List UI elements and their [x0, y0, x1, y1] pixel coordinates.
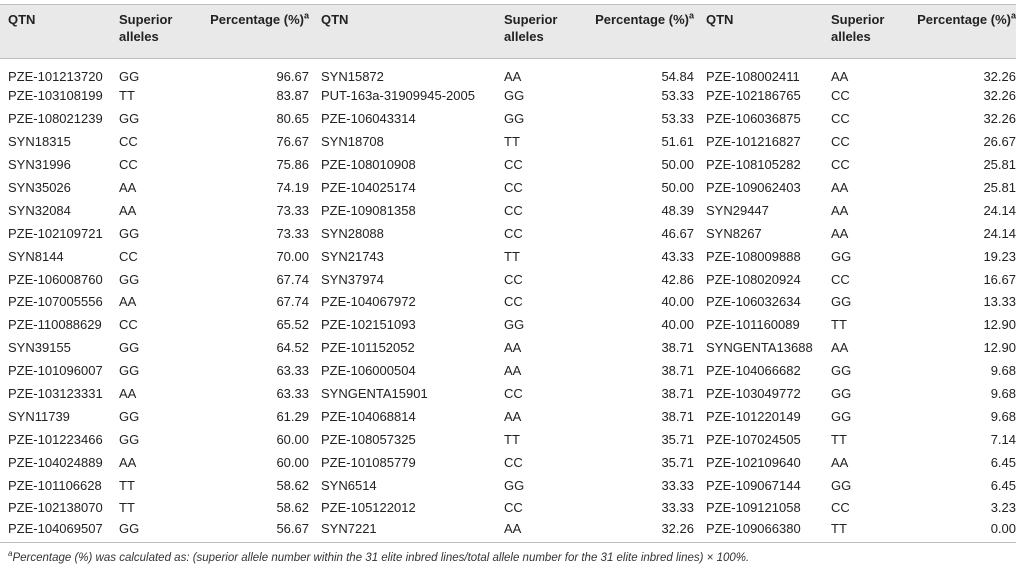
percentage-cell: 73.33	[276, 225, 309, 241]
column-spacer	[309, 108, 321, 131]
qtn-cell: PZE-109067144	[706, 477, 801, 493]
qtn-cell: PZE-101220149	[706, 408, 801, 424]
qtn-cell: PZE-106043314	[321, 111, 416, 127]
qtn-cell: PZE-109066380	[706, 520, 831, 543]
percentage-cell: 46.67	[661, 225, 694, 241]
qtn-cell: PZE-109081358	[321, 202, 416, 218]
percentage-cell: 54.84	[661, 69, 694, 84]
qtn-cell: PZE-101096007	[8, 363, 103, 379]
percentage-cell: 58.62	[276, 477, 309, 493]
qtn-cell: PZE-108009888	[706, 248, 801, 264]
column-spacer	[309, 131, 321, 154]
column-spacer	[309, 520, 321, 543]
table-body	[0, 59, 1016, 543]
percentage-cell: 13.33	[983, 294, 1016, 310]
allele-cell: AA	[504, 363, 522, 379]
allele-cell: GG	[119, 69, 140, 84]
column-spacer	[694, 245, 706, 268]
column-spacer	[694, 177, 706, 200]
allele-cell: GG	[831, 477, 852, 493]
percentage-cell: 32.26	[983, 111, 1016, 127]
qtn-cell: PZE-108020924	[706, 271, 801, 287]
allele-cell: GG	[504, 317, 525, 333]
qtn-cell: PZE-106036875	[706, 111, 801, 127]
qtn-cell: PZE-101213720	[8, 69, 103, 84]
percentage-cell: 40.00	[661, 317, 694, 333]
column-spacer	[309, 291, 321, 314]
column-spacer	[694, 337, 706, 360]
percentage-cell: 7.14	[990, 431, 1016, 447]
allele-cell: GG	[504, 111, 525, 127]
qtn-cell: PZE-108002411	[706, 69, 800, 84]
header-spacer	[694, 5, 706, 59]
table-row	[0, 360, 1016, 383]
qtn-cell: PZE-102138070	[8, 500, 103, 516]
allele-cell: CC	[504, 157, 523, 173]
footnote-text: Percentage (%) was calculated as: (superior allele number within the 31 elite inbred lines/total allele number for the 31 elite inbred lines) × 100%.	[12, 552, 750, 564]
qtn-cell: PZE-108057325	[321, 431, 416, 447]
percentage-cell: 50.00	[661, 157, 694, 173]
percentage-cell: 9.68	[990, 408, 1016, 424]
allele-cell: CC	[119, 248, 138, 264]
qtn-cell: PZE-101152052	[321, 340, 415, 356]
percentage-cell: 80.65	[276, 111, 309, 127]
allele-cell: AA	[504, 520, 577, 543]
qtn-cell: PZE-101223466	[8, 431, 103, 447]
column-spacer	[309, 245, 321, 268]
column-spacer	[694, 108, 706, 131]
allele-cell: TT	[831, 317, 847, 333]
qtn-cell: SYN28088	[321, 225, 384, 241]
qtn-cell: SYN29447	[706, 202, 769, 218]
qtn-cell: SYN37974	[321, 271, 384, 287]
column-spacer	[309, 474, 321, 497]
allele-cell: CC	[504, 202, 523, 218]
allele-cell: GG	[504, 88, 525, 104]
qtn-table	[0, 4, 1016, 543]
percentage-cell: 33.33	[661, 500, 694, 516]
header-superior-alleles: Superior alleles	[831, 5, 904, 59]
column-spacer	[309, 154, 321, 177]
percentage-cell: 38.71	[661, 340, 694, 356]
allele-cell: GG	[119, 271, 140, 287]
qtn-cell: PZE-102109721	[8, 225, 103, 241]
percentage-cell: 40.00	[661, 294, 694, 310]
qtn-cell: SYNGENTA13688	[706, 340, 813, 356]
qtn-cell: PZE-108021239	[8, 111, 103, 127]
table-row	[0, 85, 1016, 108]
percentage-cell: 60.00	[276, 431, 309, 447]
allele-cell: TT	[119, 500, 135, 516]
percentage-cell: 96.67	[276, 69, 309, 84]
qtn-cell: PZE-101085779	[321, 454, 416, 470]
percentage-cell: 53.33	[661, 111, 694, 127]
allele-cell: CC	[504, 454, 523, 470]
column-spacer	[694, 154, 706, 177]
qtn-cell: SYN8267	[706, 225, 762, 241]
allele-cell: CC	[831, 157, 850, 173]
qtn-cell: PZE-107024505	[706, 431, 801, 447]
qtn-cell: SYN6514	[321, 477, 377, 493]
qtn-cell: PZE-107005556	[8, 294, 103, 310]
column-spacer	[309, 497, 321, 520]
percentage-cell: 38.71	[661, 386, 694, 402]
qtn-cell: PZE-102109640	[706, 454, 801, 470]
percentage-cell: 0.00	[904, 520, 1016, 543]
column-spacer	[694, 222, 706, 245]
allele-cell: GG	[119, 225, 140, 241]
allele-cell: AA	[831, 340, 849, 356]
allele-cell: AA	[504, 408, 522, 424]
column-spacer	[309, 177, 321, 200]
column-spacer	[694, 474, 706, 497]
column-spacer	[694, 497, 706, 520]
qtn-cell: SYNGENTA15901	[321, 386, 428, 402]
percentage-cell: 12.90	[983, 317, 1016, 333]
percentage-cell: 50.00	[661, 180, 694, 195]
percentage-cell: 48.39	[661, 202, 694, 218]
qtn-cell: PZE-104067972	[321, 294, 416, 310]
table-row	[0, 497, 1016, 520]
percentage-cell: 9.68	[990, 386, 1016, 402]
qtn-cell: PZE-105122012	[321, 500, 416, 516]
qtn-cell: PZE-109121058	[706, 500, 801, 516]
allele-cell: TT	[504, 248, 520, 264]
column-spacer	[694, 428, 706, 451]
allele-cell: CC	[504, 294, 523, 310]
column-spacer	[309, 59, 321, 86]
percentage-cell: 12.90	[983, 340, 1016, 356]
column-spacer	[694, 314, 706, 337]
header-percentage: Percentage (%)$^a$	[904, 5, 1016, 59]
qtn-cell: PZE-103108199	[8, 88, 103, 104]
qtn-cell: PZE-104025174	[321, 180, 416, 195]
qtn-cell: PZE-106008760	[8, 271, 103, 287]
qtn-cell: PZE-104069507	[0, 520, 119, 543]
qtn-cell: PZE-103049772	[706, 386, 801, 402]
percentage-cell: 6.45	[990, 477, 1016, 493]
qtn-cell: PZE-102186765	[706, 88, 801, 104]
column-spacer	[309, 222, 321, 245]
allele-cell: CC	[831, 134, 850, 150]
allele-cell: TT	[831, 520, 904, 543]
column-spacer	[694, 59, 706, 86]
percentage-cell: 9.68	[990, 363, 1016, 379]
percentage-cell: 63.33	[276, 363, 309, 379]
qtn-cell: PZE-109062403	[706, 180, 801, 195]
column-spacer	[694, 268, 706, 291]
percentage-cell: 35.71	[661, 431, 694, 447]
allele-cell: TT	[119, 88, 135, 104]
allele-cell: CC	[504, 500, 523, 516]
table-row	[0, 268, 1016, 291]
table-row	[0, 291, 1016, 314]
column-spacer	[309, 199, 321, 222]
qtn-cell: SYN21743	[321, 248, 384, 264]
allele-cell: CC	[831, 271, 850, 287]
percentage-cell: 38.71	[661, 363, 694, 379]
table-row	[0, 108, 1016, 131]
percentage-cell: 76.67	[276, 134, 309, 150]
qtn-cell: PZE-108105282	[706, 157, 801, 173]
percentage-cell: 73.33	[276, 202, 309, 218]
table-row	[0, 245, 1016, 268]
allele-cell: GG	[119, 111, 140, 127]
qtn-cell: SYN15872	[321, 69, 384, 84]
qtn-cell: SYN8144	[8, 248, 64, 264]
percentage-cell: 3.23	[990, 500, 1016, 516]
column-spacer	[694, 199, 706, 222]
table-row	[0, 222, 1016, 245]
allele-cell: GG	[831, 386, 852, 402]
allele-cell: AA	[119, 386, 137, 402]
qtn-cell: PZE-106000504	[321, 363, 416, 379]
percentage-cell: 25.81	[983, 157, 1016, 173]
column-spacer	[309, 268, 321, 291]
qtn-cell: PZE-110088629	[8, 317, 102, 333]
allele-cell: AA	[119, 294, 137, 310]
percentage-cell: 32.26	[983, 69, 1016, 84]
qtn-cell: PUT-163a-31909945-2005	[321, 88, 475, 104]
percentage-cell: 83.87	[276, 88, 309, 104]
percentage-cell: 6.45	[990, 454, 1016, 470]
allele-cell: CC	[504, 386, 523, 402]
allele-cell: GG	[831, 363, 852, 379]
allele-cell: CC	[831, 88, 850, 104]
qtn-cell: PZE-104066682	[706, 363, 801, 379]
allele-cell: GG	[119, 408, 140, 424]
allele-cell: GG	[831, 248, 852, 264]
allele-cell: TT	[119, 477, 135, 493]
header-qtn: QTN	[706, 5, 831, 59]
column-spacer	[694, 291, 706, 314]
column-spacer	[309, 405, 321, 428]
percentage-cell: 65.52	[276, 317, 309, 333]
table-row	[0, 131, 1016, 154]
column-spacer	[309, 383, 321, 406]
percentage-cell: 67.74	[276, 271, 309, 287]
header-percentage: Percentage (%)$^a$	[192, 5, 309, 59]
allele-cell: GG	[119, 363, 140, 379]
allele-cell: AA	[831, 69, 849, 84]
percentage-cell: 33.33	[661, 477, 694, 493]
allele-cell: GG	[831, 294, 852, 310]
allele-cell: TT	[504, 134, 520, 150]
footnote-marker: a	[8, 549, 13, 559]
header-spacer	[309, 5, 321, 59]
percentage-cell: 43.33	[661, 248, 694, 264]
table-row	[0, 405, 1016, 428]
percentage-cell: 32.26	[983, 88, 1016, 104]
percentage-cell: 16.67	[983, 271, 1016, 287]
table-row	[0, 451, 1016, 474]
table-row	[0, 474, 1016, 497]
qtn-cell: PZE-104024889	[8, 454, 103, 470]
table-row	[0, 337, 1016, 360]
percentage-cell: 19.23	[983, 248, 1016, 264]
percentage-cell: 60.00	[276, 454, 309, 470]
qtn-cell: PZE-104068814	[321, 408, 416, 424]
allele-cell: GG	[119, 520, 192, 543]
percentage-cell: 25.81	[983, 180, 1016, 195]
column-spacer	[694, 85, 706, 108]
qtn-cell: PZE-102151093	[321, 317, 416, 333]
percentage-cell: 70.00	[276, 248, 309, 264]
table-row	[0, 314, 1016, 337]
allele-cell: GG	[119, 340, 140, 356]
qtn-cell: PZE-103123331	[8, 386, 103, 402]
percentage-cell: 51.61	[661, 134, 694, 150]
allele-cell: CC	[119, 134, 138, 150]
allele-cell: AA	[831, 202, 849, 218]
table-row	[0, 428, 1016, 451]
column-spacer	[694, 131, 706, 154]
allele-cell: AA	[504, 69, 522, 84]
percentage-cell: 24.14	[983, 225, 1016, 241]
allele-cell: GG	[831, 408, 852, 424]
table-row	[0, 154, 1016, 177]
qtn-cell: SYN35026	[8, 180, 71, 195]
qtn-cell: PZE-101216827	[706, 134, 801, 150]
header-superior-alleles: Superior alleles	[119, 5, 192, 59]
table-row	[0, 383, 1016, 406]
allele-cell: AA	[831, 225, 849, 241]
table-row	[0, 199, 1016, 222]
qtn-cell: SYN11739	[8, 408, 70, 424]
header-qtn: QTN	[321, 5, 504, 59]
allele-cell: AA	[119, 180, 137, 195]
percentage-cell: 75.86	[276, 157, 309, 173]
qtn-cell: SYN7221	[321, 520, 504, 543]
allele-cell: CC	[831, 500, 850, 516]
allele-cell: TT	[831, 431, 847, 447]
column-spacer	[694, 451, 706, 474]
column-spacer	[309, 451, 321, 474]
allele-cell: AA	[831, 454, 849, 470]
allele-cell: AA	[119, 202, 137, 218]
column-spacer	[309, 85, 321, 108]
table-row	[0, 177, 1016, 200]
column-spacer	[694, 360, 706, 383]
allele-cell: CC	[119, 317, 138, 333]
column-spacer	[309, 337, 321, 360]
allele-cell: AA	[504, 340, 522, 356]
qtn-cell: SYN32084	[8, 202, 71, 218]
footnote	[8, 549, 750, 564]
allele-cell: CC	[119, 157, 138, 173]
percentage-cell: 63.33	[276, 386, 309, 402]
percentage-cell: 38.71	[661, 408, 694, 424]
header-percentage: Percentage (%)$^a$	[577, 5, 694, 59]
percentage-cell: 64.52	[276, 340, 309, 356]
qtn-cell: PZE-101106628	[8, 477, 102, 493]
allele-cell: GG	[119, 431, 140, 447]
percentage-cell: 42.86	[661, 271, 694, 287]
percentage-cell: 24.14	[983, 202, 1016, 218]
column-spacer	[309, 360, 321, 383]
percentage-cell: 67.74	[276, 294, 309, 310]
percentage-cell: 32.26	[577, 520, 694, 543]
column-spacer	[309, 428, 321, 451]
table-row	[0, 59, 1016, 86]
header-qtn: QTN	[0, 5, 119, 59]
column-spacer	[694, 383, 706, 406]
qtn-cell: SYN31996	[8, 157, 71, 173]
allele-cell: TT	[504, 431, 520, 447]
header-superior-alleles: Superior alleles	[504, 5, 577, 59]
qtn-cell: SYN18708	[321, 134, 384, 150]
allele-cell: GG	[504, 477, 525, 493]
percentage-cell: 58.62	[276, 500, 309, 516]
qtn-cell: PZE-108010908	[321, 157, 416, 173]
table-row	[0, 520, 1016, 543]
allele-cell: AA	[831, 180, 849, 195]
allele-cell: CC	[504, 271, 523, 287]
column-spacer	[694, 520, 706, 543]
percentage-cell: 53.33	[661, 88, 694, 104]
allele-cell: CC	[504, 225, 523, 241]
qtn-cell: SYN39155	[8, 340, 71, 356]
qtn-cell: PZE-106032634	[706, 294, 801, 310]
percentage-cell: 74.19	[276, 180, 309, 195]
qtn-cell: PZE-101160089	[706, 317, 800, 333]
allele-cell: CC	[831, 111, 850, 127]
qtn-cell: SYN18315	[8, 134, 71, 150]
column-spacer	[309, 314, 321, 337]
allele-cell: CC	[504, 180, 523, 195]
allele-cell: AA	[119, 454, 137, 470]
column-spacer	[694, 405, 706, 428]
percentage-cell: 61.29	[276, 408, 309, 424]
percentage-cell: 35.71	[661, 454, 694, 470]
percentage-cell: 26.67	[983, 134, 1016, 150]
percentage-cell: 56.67	[192, 520, 309, 543]
header-row	[0, 5, 1016, 59]
